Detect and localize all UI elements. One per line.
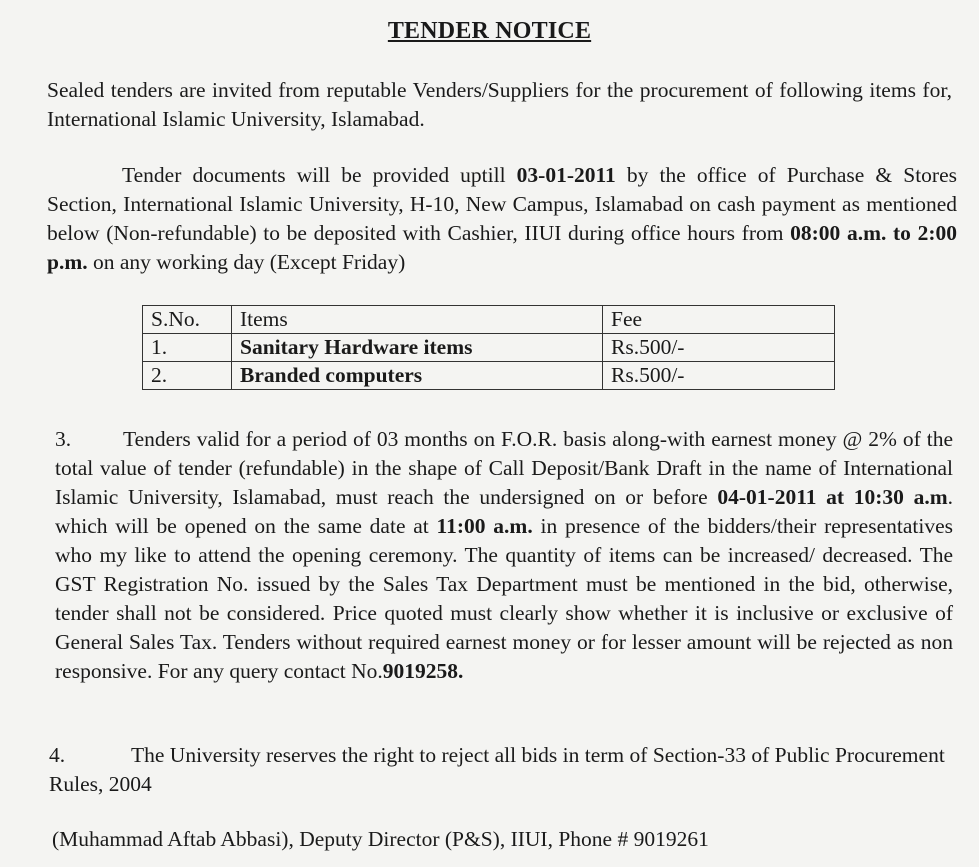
clause-3-paragraph bbox=[55, 425, 953, 686]
intro-paragraph: Sealed tenders are invited from reputable Venders/Suppliers for the procurement of following items for, International Islamic University, Islamabad. bbox=[47, 78, 952, 131]
fee-table bbox=[142, 305, 835, 390]
table-header-row bbox=[143, 306, 835, 334]
opening-time: 11:00 a.m. bbox=[436, 514, 533, 538]
table-row bbox=[143, 334, 835, 362]
header-sno: S.No. bbox=[143, 306, 232, 334]
clause-3-number: 3. bbox=[55, 427, 72, 451]
row-sno: 2. bbox=[143, 362, 232, 390]
header-fee: Fee bbox=[603, 306, 835, 334]
clause-4-text: The University reserves the right to reject all bids in term of Section-33 of Public Procurement Rules, 2004 bbox=[49, 743, 945, 796]
header-items: Items bbox=[232, 306, 603, 334]
documents-text-2: by the office of Purchase & Stores Section, International Islamic University, H-10, New Campus, Islamabad on cash payment as mentioned below (Non-refundable) to be deposited with Cashier, IIUI during office hours from bbox=[47, 163, 957, 245]
row-fee: Rs.500/- bbox=[603, 334, 835, 362]
notice-title: TENDER NOTICE bbox=[387, 18, 592, 44]
clause-4-paragraph bbox=[49, 741, 959, 799]
documents-paragraph bbox=[47, 161, 957, 277]
clause-4-number: 4. bbox=[49, 743, 66, 767]
contact-number: 9019258. bbox=[382, 659, 464, 683]
row-item: Branded computers bbox=[232, 362, 603, 390]
documents-text-3: on any working day (Except Friday) bbox=[87, 250, 406, 274]
clause-3-text-1: Tenders valid for a period of 03 months on F.O.R. basis along-with earnest money @ 2% of the total value of tender (refundable) in the shape of Call Deposit/Bank Draft in the name of International Islamic University, Islamabad, must reach the undersigned on or before bbox=[55, 427, 953, 509]
row-fee: Rs.500/- bbox=[603, 362, 835, 390]
documents-text-1: Tender documents will be provided uptill bbox=[122, 163, 517, 187]
clause-3-text-3: in presence of the bidders/their representatives who my like to attend the opening ceremony. The quantity of items can be increased/ decreased. The GST Registration No. issued by the Sales Tax Department must be mentioned in the bid, otherwise, tender shall not be considered. Price quoted must clearly show whether it is inclusive or exclusive of General Sales Tax. Tenders without required earnest money or for lesser amount will be rejected as non responsive. For any query contact No. bbox=[55, 514, 954, 683]
row-item: Sanitary Hardware items bbox=[232, 334, 603, 362]
documents-date: 03-01-2011 bbox=[516, 163, 616, 187]
row-sno: 1. bbox=[143, 334, 232, 362]
signature-line: (Muhammad Aftab Abbasi), Deputy Director (P&S), IIUI, Phone # 9019261 bbox=[52, 827, 709, 851]
clause-3-text-2: . which will be opened on the same date at bbox=[55, 485, 953, 538]
submission-deadline: 04-01-2011 at 10:30 a.m bbox=[717, 485, 948, 509]
table-row bbox=[143, 362, 835, 390]
office-hours: 08:00 a.m. to 2:00 p.m. bbox=[47, 221, 958, 274]
